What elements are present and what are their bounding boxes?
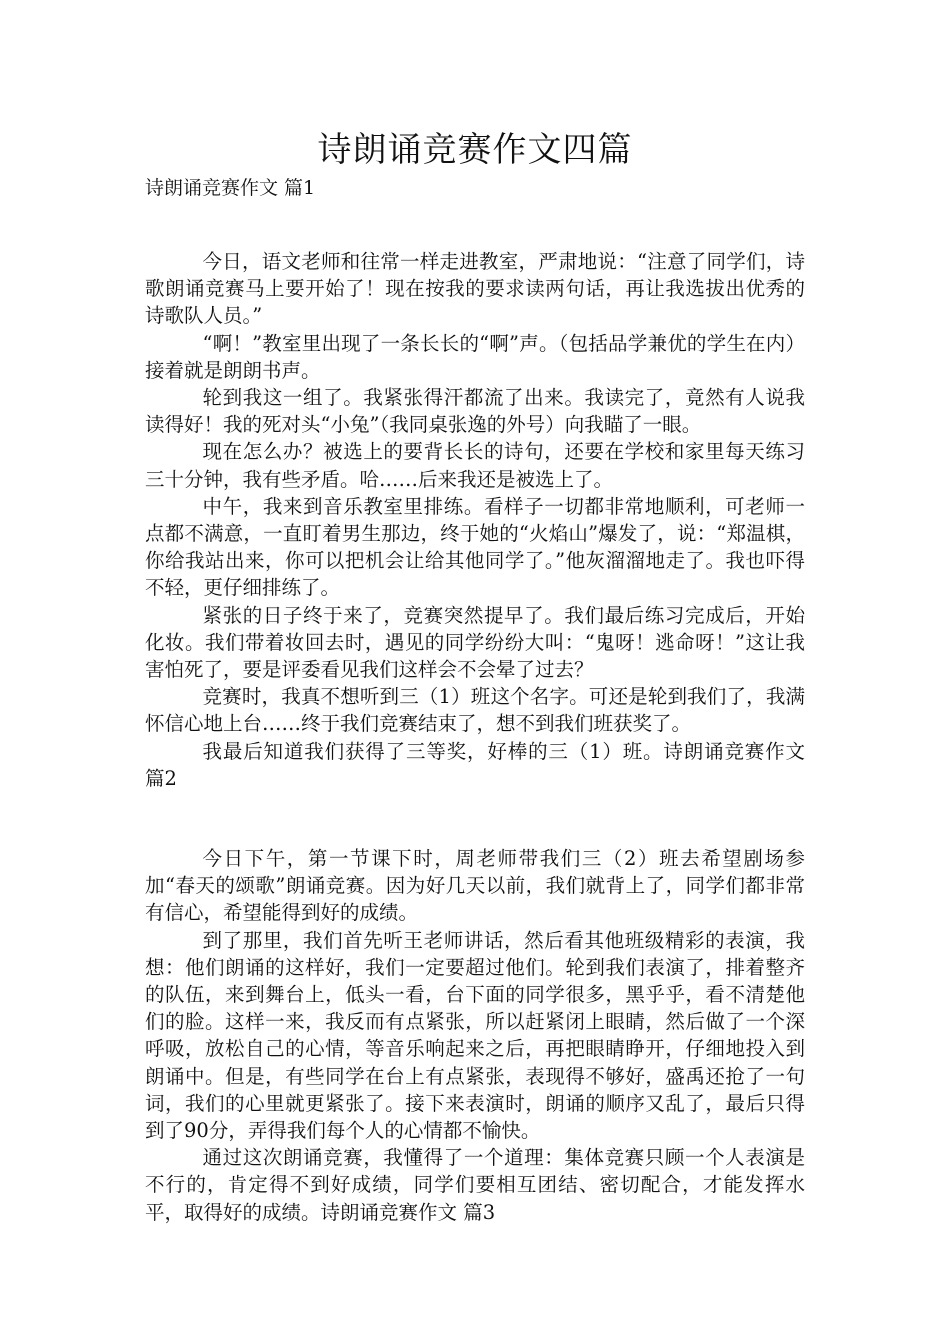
paragraph: 通过这次朗诵竞赛，我懂得了一个道理：集体竞赛只顾一个人表演是不行的，肯定得不到好成绩，同学们要相互团结、密切配合，才能发挥水平，取得好的成绩。诗朗诵竞赛作文 篇3 bbox=[145, 1146, 805, 1224]
paragraph: 中午，我来到音乐教室里排练。看样子一切都非常地顺利，可老师一点都不满意，一直盯着男生那边，终于她的“火焰山”爆发了，说：“郑温棋，你给我站出来，你可以把机会让给其他同学了。”他灰溜溜地走了。我也吓得不轻，更仔细排练了。 bbox=[145, 494, 805, 600]
section-heading: 诗朗诵竞赛作文 篇1 bbox=[145, 177, 316, 199]
paragraph: “啊！”教室里出现了一条长长的“啊”声。（包括品学兼优的学生在内）接着就是朗朗书声。 bbox=[145, 331, 805, 382]
paragraph: 今日下午，第一节课下时，周老师带我们三（2）班去希望剧场参加“春天的颂歌”朗诵竞赛。因为好几天以前，我们就背上了，同学们都非常有信心，希望能得到好的成绩。 bbox=[145, 847, 805, 925]
paragraph: 紧张的日子终于来了，竞赛突然提早了。我们最后练习完成后，开始化妆。我们带着妆回去时，遇见的同学纷纷大叫：“鬼呀！逃命呀！”这让我害怕死了，要是评委看见我们这样会不会晕了过去？ bbox=[145, 603, 805, 682]
paragraph: 今日，语文老师和往常一样走进教室，严肃地说：“注意了同学们，诗歌朗诵竞赛马上要开始了！现在按我的要求读两句话，再让我选拔出优秀的诗歌队人员。” bbox=[145, 250, 805, 328]
paragraph: 现在怎么办？被选上的要背长长的诗句，还要在学校和家里每天练习三十分钟，我有些矛盾。哈……后来我还是被选上了。 bbox=[145, 440, 805, 491]
document-title: 诗朗诵竞赛作文四篇 bbox=[317, 130, 633, 170]
paragraph: 竞赛时，我真不想听到三（1）班这个名字。可还是轮到我们了，我满怀信心地上台……终于我们竞赛结束了，想不到我们班获奖了。 bbox=[145, 685, 805, 736]
section-1-body bbox=[145, 248, 805, 792]
paragraph: 轮到我这一组了。我紧张得汗都流了出来。我读完了，竟然有人说我读得好！我的死对头“小兔”（我同桌张逸的外号）向我瞄了一眼。 bbox=[145, 386, 805, 437]
paragraph: 我最后知道我们获得了三等奖，好棒的三（1）班。诗朗诵竞赛作文 篇2 bbox=[145, 739, 805, 790]
section-2-body bbox=[145, 845, 805, 1226]
paragraph: 到了那里，我们首先听王老师讲话，然后看其他班级精彩的表演，我想：他们朗诵的这样好，我们一定要超过他们。轮到我们表演了，排着整齐的队伍，来到舞台上，低头一看，台下面的同学很多，黑乎乎，看不清楚他们的脸。这样一来，我反而有点紧张，所以赶紧闭上眼睛，然后做了一个深呼吸，放松自己的心情，等音乐响起来之后，再把眼睛睁开，仔细地投入到朗诵中。但是，有些同学在台上有点紧张，表现得不够好，盛禹还抢了一句词，我们的心里就更紧张了。接下来表演时，朗诵的顺序又乱了，最后只得到了90分，弄得我们每个人的心情都不愉快。 bbox=[145, 928, 805, 1143]
